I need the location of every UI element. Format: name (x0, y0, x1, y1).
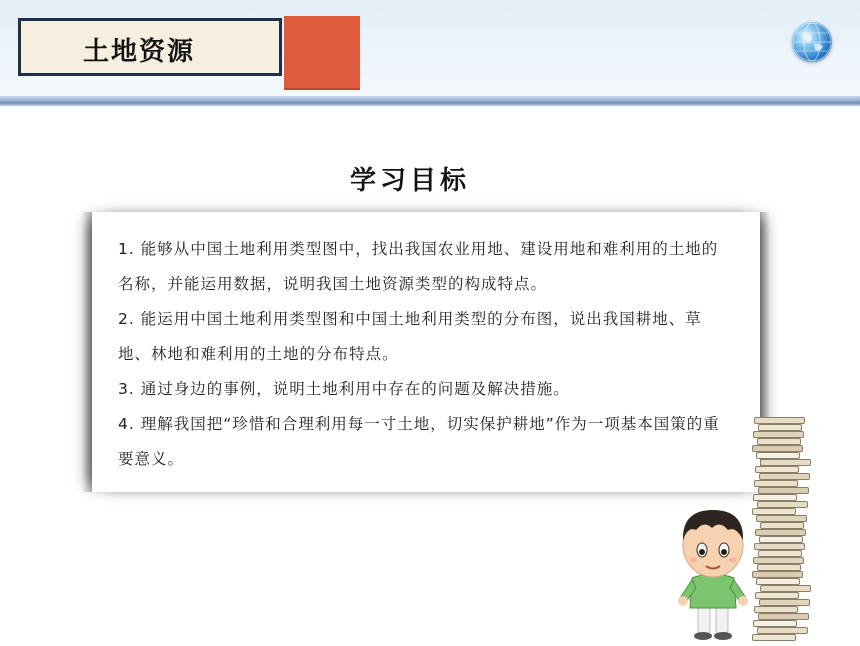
book (755, 466, 799, 473)
book (760, 522, 804, 529)
book (753, 557, 804, 564)
book (758, 550, 802, 557)
book (758, 613, 809, 620)
book (756, 578, 800, 585)
book (753, 431, 804, 438)
objective-item: 1. 能够从中国土地利用类型图中，找出我国农业用地、建设用地和难利用的土地的名称，并能运用数据，说明我国土地资源类型的构成特点。 (118, 240, 719, 293)
book (755, 592, 799, 599)
objective-item: 2. 能运用中国土地利用类型图和中国土地利用类型的分布图，说出我国耕地、草地、林地和难利用的土地的分布特点。 (118, 310, 702, 363)
book (755, 529, 806, 536)
book (752, 508, 796, 515)
book (754, 480, 798, 487)
book (760, 585, 811, 592)
section-title: 土地资源 (83, 37, 196, 67)
book (759, 473, 810, 480)
section-title-box (18, 18, 282, 76)
book (760, 459, 811, 466)
book (754, 543, 805, 550)
book (757, 438, 801, 445)
book (758, 487, 809, 494)
book (756, 515, 807, 522)
objective-item: 3. 通过身边的事例，说明土地利用中存在的问题及解决措施。 (118, 380, 570, 398)
globe-icon (792, 22, 832, 62)
book (753, 494, 797, 501)
objectives-list (118, 232, 728, 477)
book (757, 564, 801, 571)
cartoon-boy-illustration (668, 500, 758, 642)
book (752, 445, 803, 452)
book (752, 571, 803, 578)
accent-block (284, 16, 360, 88)
book (756, 452, 800, 459)
book (759, 536, 803, 543)
book (757, 627, 808, 634)
objective-item: 4. 理解我国把“珍惜和合理利用每一寸土地，切实保护耕地”作为一项基本国策的重要意义。 (118, 415, 720, 468)
book (759, 599, 810, 606)
book (758, 424, 802, 431)
header-divider (0, 96, 860, 106)
book (753, 620, 797, 627)
book (754, 417, 805, 424)
book (754, 606, 798, 613)
page-heading: 学习目标 (349, 166, 470, 196)
book (752, 634, 796, 641)
book (757, 501, 808, 508)
